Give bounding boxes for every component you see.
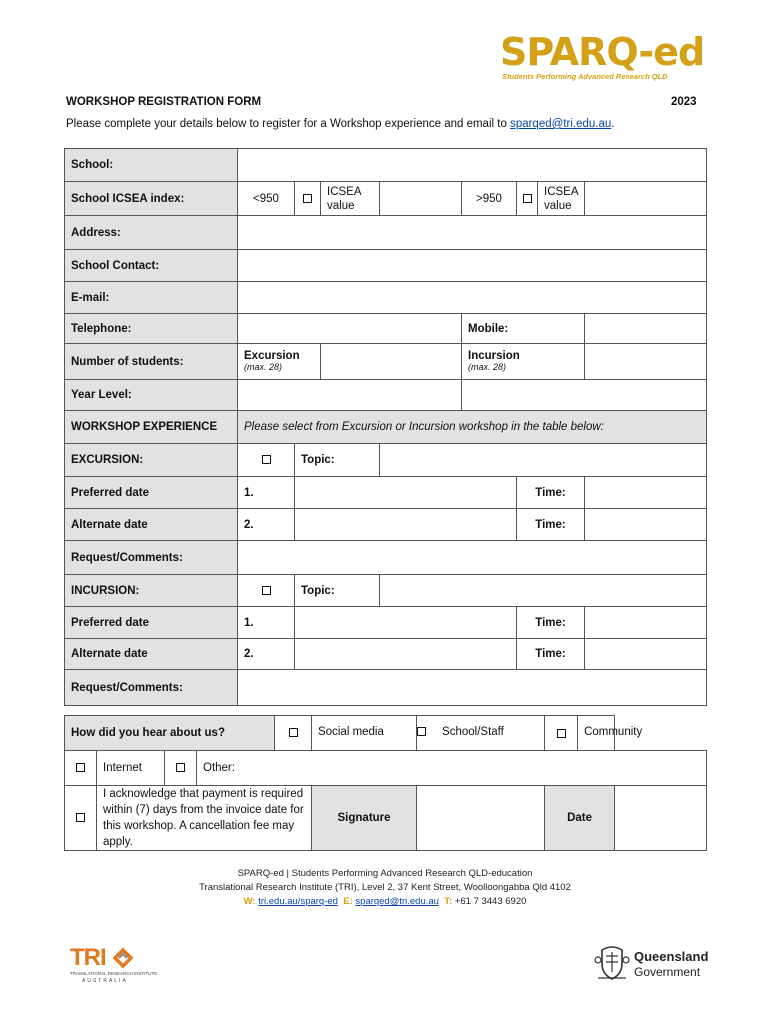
incursion-time1-label: Time: bbox=[517, 607, 585, 639]
excursion-time2-label: Time: bbox=[517, 509, 585, 541]
social-media-checkbox[interactable] bbox=[275, 716, 312, 751]
contact-label: School Contact: bbox=[65, 250, 238, 282]
icsea-label: School ICSEA index: bbox=[65, 182, 238, 216]
workshop-row bbox=[65, 411, 707, 444]
excursion-time1-label: Time: bbox=[517, 477, 585, 509]
footer-email-label: E: bbox=[343, 896, 353, 907]
qld-logo-line2: Government bbox=[634, 965, 701, 979]
incursion-count-title: Incursion bbox=[468, 350, 520, 362]
other-label: Other: bbox=[203, 762, 235, 774]
intro-text bbox=[66, 118, 614, 130]
incursion-time2-input[interactable] bbox=[585, 639, 707, 670]
footer-phone-label: T: bbox=[444, 896, 453, 907]
contact-row bbox=[65, 250, 707, 282]
queensland-government-logo bbox=[594, 944, 714, 984]
internet-row bbox=[65, 751, 707, 786]
excursion-comments-label: Request/Comments: bbox=[65, 541, 238, 575]
incursion-count-input[interactable] bbox=[585, 344, 707, 380]
footer-line-1: SPARQ-ed | Students Performing Advanced Research QLD-education bbox=[237, 868, 533, 879]
incursion-label: INCURSION: bbox=[65, 575, 238, 607]
address-row bbox=[65, 216, 707, 250]
telephone-input[interactable] bbox=[238, 314, 462, 344]
excursion-time2-input[interactable] bbox=[585, 509, 707, 541]
sparq-ed-logo bbox=[500, 30, 710, 86]
incursion-preferred-label: Preferred date bbox=[65, 607, 238, 639]
school-label: School: bbox=[65, 149, 238, 182]
footer-line-2: Translational Research Institute (TRI), Level 2, 37 Kent Street, Woolloongabba Qld 4102 bbox=[199, 882, 571, 893]
incursion-row bbox=[65, 575, 707, 607]
incursion-alternate-input[interactable] bbox=[295, 639, 517, 670]
excursion-count-input[interactable] bbox=[321, 344, 462, 380]
internet-label: Internet bbox=[97, 751, 165, 786]
mobile-input[interactable] bbox=[585, 314, 707, 344]
incursion-alternate-label: Alternate date bbox=[65, 639, 238, 670]
form-year: 2023 bbox=[671, 96, 697, 108]
acknowledge-row bbox=[65, 786, 707, 851]
icsea-over-checkbox[interactable] bbox=[517, 182, 538, 216]
incursion-preferred-input[interactable] bbox=[295, 607, 517, 639]
crest-icon bbox=[594, 944, 630, 982]
incursion-comments-label: Request/Comments: bbox=[65, 670, 238, 706]
incursion-max-note: (max. 28) bbox=[468, 362, 507, 372]
workshop-label: WORKSHOP EXPERIENCE bbox=[65, 411, 238, 444]
other-input[interactable] bbox=[197, 751, 707, 786]
checkbox-icon bbox=[176, 763, 185, 772]
footer-email-link[interactable]: sparqed@tri.edu.au bbox=[355, 896, 439, 907]
logo-subtitle: Students Performing Advanced Research QLD bbox=[502, 72, 668, 81]
workshop-instruction: Please select from Excursion or Incursion workshop in the table below: bbox=[238, 411, 707, 444]
excursion-row bbox=[65, 444, 707, 477]
incursion-count-label bbox=[462, 344, 585, 380]
community-label: Community bbox=[578, 716, 615, 751]
year-level-row bbox=[65, 380, 707, 411]
excursion-preferred-label: Preferred date bbox=[65, 477, 238, 509]
checkbox-icon bbox=[523, 194, 532, 203]
acknowledge-text: I acknowledge that payment is required within (7) days from the invoice date for this workshop. A cancellation fee may apply. bbox=[97, 786, 312, 851]
registration-table bbox=[64, 148, 707, 706]
excursion-preferred-input[interactable] bbox=[295, 477, 517, 509]
icsea-under-checkbox[interactable] bbox=[295, 182, 321, 216]
icsea-value-label-1: ICSEA value bbox=[321, 182, 380, 216]
other-checkbox[interactable] bbox=[165, 751, 197, 786]
signature-input[interactable] bbox=[417, 786, 545, 851]
logo-title: SPARQ-ed bbox=[500, 30, 705, 74]
tri-logo-country: AUSTRALIA bbox=[82, 978, 128, 984]
icsea-value-input-2[interactable] bbox=[585, 182, 707, 216]
tri-logo-subtitle: TRANSLATIONAL RESEARCH INSTITUTE bbox=[70, 971, 158, 976]
school-row bbox=[65, 149, 707, 182]
telephone-row bbox=[65, 314, 707, 344]
checkbox-icon bbox=[557, 729, 566, 738]
incursion-preferred-row bbox=[65, 607, 707, 639]
mobile-label: Mobile: bbox=[462, 314, 585, 344]
icsea-value-label-2: ICSEA value bbox=[538, 182, 585, 216]
school-staff-option bbox=[417, 716, 545, 751]
icsea-row bbox=[65, 182, 707, 216]
community-checkbox[interactable] bbox=[545, 716, 578, 751]
incursion-checkbox[interactable] bbox=[238, 575, 295, 607]
checkbox-icon bbox=[289, 728, 298, 737]
icsea-over-label: >950 bbox=[462, 182, 517, 216]
checkbox-icon bbox=[262, 455, 271, 464]
incursion-topic-label: Topic: bbox=[295, 575, 380, 607]
excursion-checkbox[interactable] bbox=[238, 444, 295, 477]
footer-web-label: W: bbox=[243, 896, 256, 907]
intro-body: Please complete your details below to register for a Workshop experience and email to bbox=[66, 118, 511, 130]
social-media-label: Social media bbox=[312, 716, 417, 751]
email-row bbox=[65, 282, 707, 314]
excursion-preferred-row bbox=[65, 477, 707, 509]
checkbox-icon bbox=[76, 763, 85, 772]
excursion-preferred-num: 1. bbox=[238, 477, 295, 509]
hear-row bbox=[65, 716, 707, 751]
school-staff-label: School/Staff bbox=[442, 726, 504, 738]
intro-email-link[interactable]: sparqed@tri.edu.au bbox=[510, 118, 612, 130]
year-level-label: Year Level: bbox=[65, 380, 238, 411]
address-input[interactable] bbox=[238, 216, 707, 250]
checkbox-icon[interactable] bbox=[417, 727, 426, 736]
footer-contact bbox=[0, 896, 770, 907]
icsea-under-label: <950 bbox=[238, 182, 295, 216]
excursion-count-label bbox=[238, 344, 321, 380]
email-label: E-mail: bbox=[65, 282, 238, 314]
excursion-label: EXCURSION: bbox=[65, 444, 238, 477]
incursion-comments-row bbox=[65, 670, 707, 706]
referral-table bbox=[64, 715, 707, 851]
tri-logo bbox=[70, 944, 158, 986]
address-label: Address: bbox=[65, 216, 238, 250]
signature-label: Signature bbox=[312, 786, 417, 851]
incursion-time2-label: Time: bbox=[517, 639, 585, 670]
year-level-input-2[interactable] bbox=[462, 380, 707, 411]
excursion-alternate-label: Alternate date bbox=[65, 509, 238, 541]
acknowledge-checkbox[interactable] bbox=[65, 786, 97, 851]
contact-input[interactable] bbox=[238, 250, 707, 282]
checkbox-icon bbox=[262, 586, 271, 595]
incursion-comments-input[interactable] bbox=[238, 670, 707, 706]
incursion-preferred-num: 1. bbox=[238, 607, 295, 639]
checkbox-icon bbox=[303, 194, 312, 203]
excursion-topic-label: Topic: bbox=[295, 444, 380, 477]
incursion-alternate-row bbox=[65, 639, 707, 670]
excursion-count-title: Excursion bbox=[244, 350, 300, 362]
year-level-input[interactable] bbox=[238, 380, 462, 411]
excursion-max-note: (max. 28) bbox=[244, 362, 283, 372]
excursion-comments-row bbox=[65, 541, 707, 575]
excursion-alternate-row bbox=[65, 509, 707, 541]
icsea-value-input-1[interactable] bbox=[380, 182, 462, 216]
checkbox-icon bbox=[76, 813, 85, 822]
excursion-alternate-input[interactable] bbox=[295, 509, 517, 541]
tri-mark-icon bbox=[112, 947, 134, 969]
telephone-label: Telephone: bbox=[65, 314, 238, 344]
qld-logo-line1: Queensland bbox=[634, 949, 709, 964]
date-label: Date bbox=[545, 786, 615, 851]
excursion-topic-input[interactable] bbox=[380, 444, 707, 477]
incursion-alternate-num: 2. bbox=[238, 639, 295, 670]
footer-web-link[interactable]: tri.edu.au/sparq-ed bbox=[258, 896, 338, 907]
intro-end: . bbox=[611, 118, 615, 130]
excursion-time1-input[interactable] bbox=[585, 477, 707, 509]
incursion-time1-input[interactable] bbox=[585, 607, 707, 639]
hear-question: How did you hear about us? bbox=[65, 716, 275, 751]
excursion-comments-input[interactable] bbox=[238, 541, 707, 575]
students-row bbox=[65, 344, 707, 380]
email-input[interactable] bbox=[238, 282, 707, 314]
footer-phone: +61 7 3443 6920 bbox=[454, 896, 527, 907]
excursion-alternate-num: 2. bbox=[238, 509, 295, 541]
school-input[interactable] bbox=[238, 149, 707, 182]
tri-logo-text: TRI bbox=[70, 944, 106, 971]
internet-checkbox[interactable] bbox=[65, 751, 97, 786]
students-label: Number of students: bbox=[65, 344, 238, 380]
incursion-topic-input[interactable] bbox=[380, 575, 707, 607]
date-input[interactable] bbox=[615, 786, 707, 851]
page-title: WORKSHOP REGISTRATION FORM bbox=[66, 96, 262, 108]
